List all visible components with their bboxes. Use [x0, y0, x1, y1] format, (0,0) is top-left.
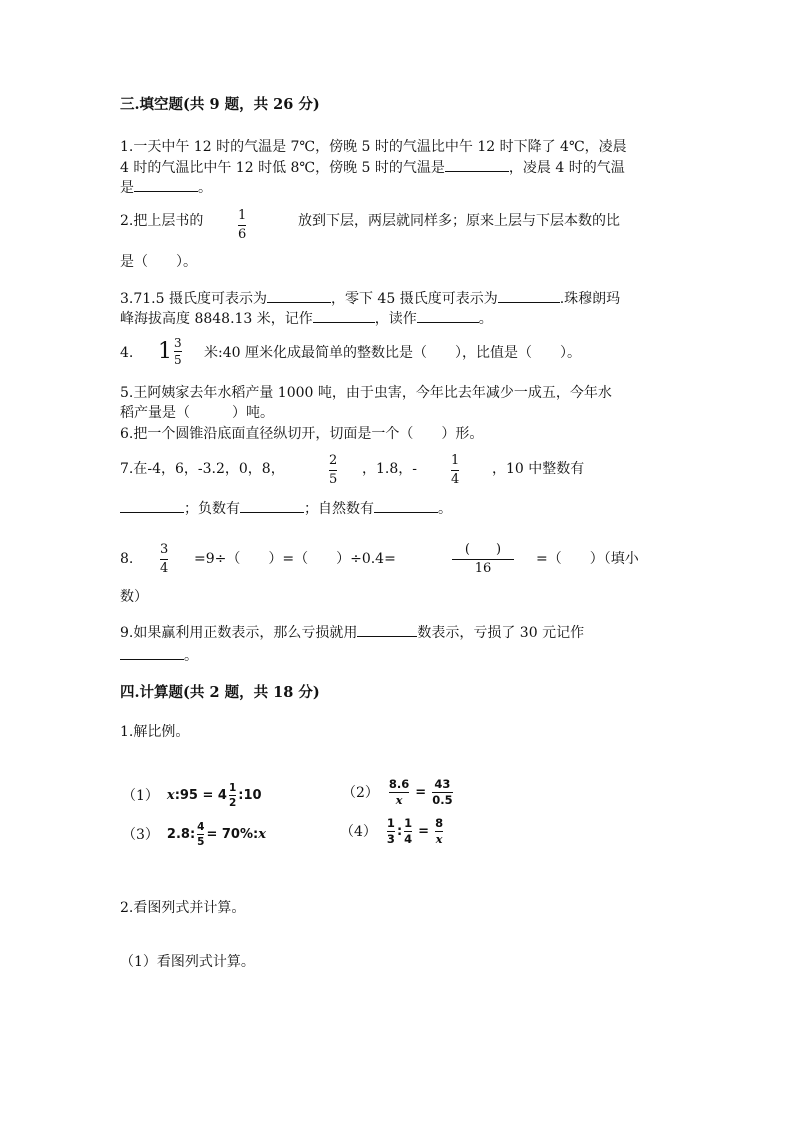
mixed-fraction	[174, 336, 182, 367]
question-7-prefix: 7.在-4，6，-3.2，0，8，	[120, 461, 285, 477]
fraction-denominator: 3	[386, 832, 395, 846]
question-9-text-1a: 9.如果赢利用正数表示，那么亏损就用	[120, 625, 358, 641]
question-3-line-1	[120, 288, 620, 309]
fraction-numerator: 2	[329, 453, 338, 468]
question-7-line-2	[120, 498, 452, 519]
question-9-line-1	[120, 622, 584, 643]
equation-fraction	[229, 782, 236, 809]
answer-blank[interactable]	[134, 177, 198, 192]
question-9-text-2: 。	[184, 648, 198, 664]
question-1-text-2b: ，凌晨 4 时的气温	[508, 160, 625, 176]
equation-label: （1）	[122, 787, 159, 804]
answer-blank[interactable]	[120, 498, 184, 513]
fraction-denominator: 2	[228, 797, 237, 809]
question-7-fraction-1	[329, 453, 337, 488]
fraction-numerator: 1	[451, 453, 460, 468]
equation-text: = 70%:	[206, 826, 259, 842]
fraction-bar	[452, 559, 514, 560]
answer-blank[interactable]	[498, 288, 560, 303]
question-6-text: 6.把一个圆锥沿底面直径纵切开，切面是一个（ ）形。	[120, 426, 484, 442]
fraction-bar	[197, 834, 204, 835]
question-5-line-2: 稻产量是（ ）吨。	[120, 405, 274, 421]
question-1-line-1: 1.一天中午 12 时的气温是 7℃，傍晚 5 时的气温比中午 12 时下降了 4℃，凌晨	[120, 139, 627, 155]
question-9-line-2	[120, 645, 198, 666]
answer-blank[interactable]	[374, 498, 438, 513]
variable-x: x	[166, 787, 175, 803]
fraction-denominator: 5	[174, 353, 182, 367]
fraction-denominator: 4	[451, 472, 460, 487]
fraction-denominator: 6	[238, 227, 247, 242]
variable-x: x	[435, 832, 443, 846]
variable-x: x	[258, 826, 266, 842]
question-7-fraction-2	[451, 453, 459, 488]
question-7-text-2c: 。	[438, 501, 452, 517]
question-1-text-2a: 4 时的气温比中午 12 时低 8℃，傍晚 5 时的气温是	[120, 160, 445, 176]
fraction-bar	[451, 470, 459, 471]
ratio-colon: :	[396, 823, 403, 839]
question-3-text-1b: ，零下 45 摄氏度可表示为	[330, 291, 498, 307]
question-1-line-3	[120, 177, 212, 198]
equation-text: 2.8:	[166, 826, 196, 842]
question-3-text-2c: 。	[478, 311, 493, 327]
fraction-numerator: 1	[386, 816, 395, 830]
answer-blank[interactable]	[240, 498, 304, 513]
question-4-text: 米:40 厘米化成最简单的整数比是（ ），比值是（ ）。	[204, 345, 581, 361]
question-8-part-1: =9÷（ ）=（ ）÷0.4=	[194, 551, 396, 567]
answer-blank[interactable]	[267, 288, 331, 303]
equation-fraction	[389, 778, 409, 807]
proportion-equation-2	[342, 778, 455, 807]
fraction-numerator: 4	[197, 821, 205, 833]
equals-sign: =	[415, 784, 427, 800]
fraction-bar	[238, 225, 246, 226]
proportion-equation-3	[122, 821, 266, 848]
fraction-denominator: 4	[160, 561, 169, 576]
question-4-mixed-number	[158, 336, 182, 367]
equation-label: （4）	[340, 823, 377, 840]
fraction-numerator: 43	[434, 777, 451, 791]
fraction-denominator: 4	[404, 832, 413, 846]
fraction-denominator: 16	[474, 561, 492, 576]
equals-sign: =	[418, 823, 430, 839]
equation-label: （2）	[342, 784, 379, 801]
proportion-equation-1	[122, 782, 262, 809]
question-9-text-1b: 数表示，亏损了 30 元记作	[417, 625, 585, 641]
question-8-number: 8.	[120, 551, 134, 567]
fraction-numerator: 8.6	[388, 777, 410, 791]
calc-question-1-title: 1.解比例。	[120, 724, 190, 740]
answer-blank[interactable]	[120, 645, 184, 660]
question-3-text-2a: 峰海拔高度 8848.13 米，记作	[120, 311, 313, 327]
proportion-equation-4	[340, 817, 445, 846]
question-3-line-2	[120, 308, 493, 329]
fraction-bar	[329, 470, 337, 471]
equation-fraction	[435, 817, 443, 846]
question-8-line-2: 数）	[120, 589, 148, 605]
question-2-line-2: 是（ ）。	[120, 254, 197, 270]
fraction-numerator: 3	[160, 542, 169, 557]
question-2-prefix: 2.把上层书的	[120, 213, 204, 229]
fraction-numerator: 1	[404, 816, 413, 830]
fraction-numerator: 8	[435, 816, 444, 830]
question-1-text-3a: 是	[120, 180, 134, 196]
question-7-middle: ，1.8，-	[362, 461, 417, 477]
equation-label: （3）	[122, 826, 159, 843]
question-8-part-2: =（ ）（填小	[536, 551, 639, 567]
answer-blank[interactable]	[357, 622, 417, 637]
equation-fraction	[197, 821, 204, 848]
equation-text: :95 = 4	[174, 787, 227, 803]
fraction-numerator: 1	[228, 782, 237, 794]
calc-question-2-subtitle: （1）看图列式计算。	[120, 954, 255, 970]
fraction-numerator: 1	[238, 208, 247, 223]
answer-blank[interactable]	[313, 308, 375, 323]
fraction-bar	[174, 351, 182, 352]
question-4-number: 4.	[120, 345, 134, 361]
question-3-text-1c: .珠穆朗玛	[559, 291, 621, 307]
fraction-denominator: 5	[197, 836, 205, 848]
question-8-fraction	[160, 542, 168, 577]
section-title-fill-blanks: 三.填空题(共 9 题，共 26 分)	[120, 96, 320, 113]
question-1-text-3b: 。	[198, 180, 212, 196]
fraction-numerator[interactable]: ( )	[464, 542, 502, 557]
question-1-line-2	[120, 157, 625, 178]
section-title-calculation: 四.计算题(共 2 题，共 18 分)	[120, 684, 320, 701]
equation-fraction	[387, 817, 395, 846]
fraction-denominator: 0.5	[432, 793, 453, 807]
answer-blank[interactable]	[417, 308, 479, 323]
fraction-numerator: 3	[174, 336, 182, 350]
question-7-text-2a: ；负数有	[184, 501, 240, 517]
question-2-suffix: 放到下层，两层就同样多；原来上层与下层本数的比	[298, 213, 620, 229]
question-5-line-1: 5.王阿姨家去年水稻产量 1000 吨，由于虫害，今年比去年减少一成五，今年水	[120, 385, 612, 401]
question-7-text-2b: ；自然数有	[304, 501, 374, 517]
equation-text: :10	[238, 787, 262, 803]
answer-blank[interactable]	[445, 157, 509, 172]
question-2-fraction	[238, 208, 246, 243]
equation-fraction	[404, 817, 412, 846]
calc-question-2-title: 2.看图列式并计算。	[120, 900, 246, 916]
question-7-suffix: ，10 中整数有	[492, 461, 585, 477]
variable-x: x	[395, 793, 403, 807]
equation-fraction	[432, 778, 452, 807]
mixed-whole: 1	[158, 338, 172, 364]
fraction-denominator: 5	[329, 472, 338, 487]
fraction-bar	[229, 795, 236, 796]
question-3-text-2b: ，读作	[374, 311, 417, 327]
question-8-blank-fraction[interactable]	[452, 542, 514, 577]
fraction-bar	[160, 559, 168, 560]
question-3-text-1a: 3.71.5 摄氏度可表示为	[120, 291, 267, 307]
